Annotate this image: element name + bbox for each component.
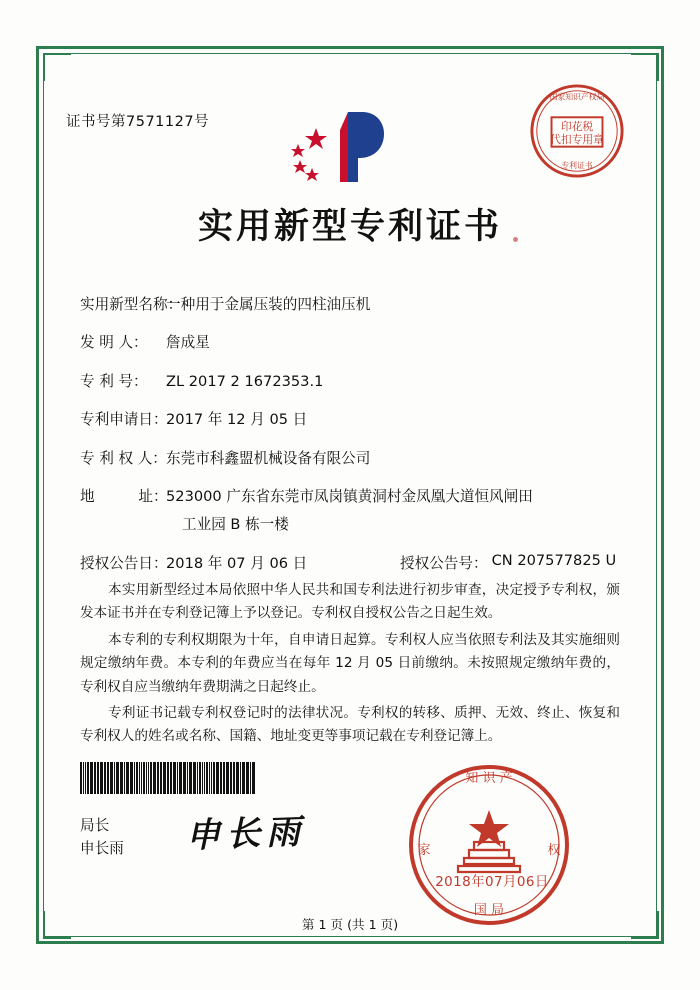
field-label-application-date: 专利申请日：: [80, 411, 168, 429]
svg-text:专利证书: 专利证书: [561, 161, 593, 171]
field-group-publication-number: [400, 552, 616, 573]
field-label-invention-name: 实用新型名称：: [80, 296, 183, 313]
legal-paragraph-2: 本专利的专利权期限为十年，自申请日起算。专利权人应当依照专利法及其实施细则规定缴纳年费。本专利的年费应当在每年 12 月 05 日前缴纳。未按照规定缴纳年费的，专利权自应当缴纳年费期满之日起终止。: [80, 631, 620, 695]
corner-ornament-top-left: [43, 53, 71, 81]
legal-paragraph-1: 本实用新型经过本局依照中华人民共和国专利法进行初步审查，决定授予专利权，颁发本证书并在专利登记簿上予以登记。专利权自授权公告之日起生效。: [80, 582, 620, 622]
corner-ornament-top-right: [631, 53, 659, 81]
field-label-address: 地 址：: [80, 487, 168, 505]
field-value-patent-number: ZL 2017 2 1672353.1: [166, 372, 324, 390]
field-label-patent-number: 专 利 号：: [80, 372, 148, 390]
signature-labels: [80, 815, 124, 860]
handwritten-signature: 申长雨: [185, 811, 307, 857]
field-value-invention-name: 一种用于金属压装的四柱油压机: [166, 296, 371, 313]
barcode: [80, 762, 274, 794]
field-row-invention-name: [80, 294, 620, 316]
field-label-grant-date: 授权公告日：: [80, 555, 168, 573]
title-dot-mark: [513, 237, 518, 242]
svg-text:国 局: 国 局: [473, 903, 505, 918]
seal-date: 2018年07月06日: [435, 874, 549, 890]
svg-text:国家知识产权局: 国家知识产权局: [549, 92, 605, 102]
field-value-grant-date: 2018 年 07 月 06 日: [166, 555, 308, 573]
patent-logo-icon: [286, 108, 406, 186]
certificate-number: 证书号第7571127号: [66, 114, 210, 130]
field-row-address: [80, 486, 620, 536]
field-value-address: [166, 486, 620, 536]
field-list: [80, 294, 620, 583]
svg-text:知 识 产: 知 识 产: [465, 771, 513, 786]
field-value-publication-number: CN 207577825 U: [491, 552, 617, 570]
legal-paragraph-3: 专利证书记载专利权登记时的法律状况。专利权的转移、质押、无效、终止、恢复和专利权人的姓名或名称、国籍、地址变更等事项记载在专利登记簿上。: [80, 704, 620, 745]
field-value-inventor: 詹成星: [166, 334, 210, 352]
official-red-seal-icon: [406, 762, 572, 928]
field-value-address-line2: 工业园 B 栋一楼: [182, 515, 289, 533]
svg-text:家: 家: [417, 843, 431, 858]
field-value-address-line1: 523000 广东省东莞市凤岗镇黄洞村金凤凰大道恒风闸田: [166, 487, 533, 505]
page-title: 实用新型专利证书: [197, 207, 502, 247]
field-row-patent-number: [80, 371, 620, 393]
field-row-application-date: [80, 409, 620, 431]
field-label-inventor: 发 明 人：: [80, 334, 148, 352]
signature-name-label: 申长雨: [80, 839, 124, 857]
legal-text-block: [80, 579, 620, 752]
field-value-application-date: 2017 年 12 月 05 日: [166, 411, 308, 429]
field-row-grant-info: [80, 552, 620, 573]
field-row-patentee: [80, 448, 620, 470]
tax-stamp-seal-icon: [528, 82, 626, 180]
svg-text:印花税: 印花税: [560, 120, 594, 134]
field-label-publication-number: 授权公告号：: [400, 555, 488, 573]
field-group-grant-date: [80, 552, 400, 573]
field-value-patentee: 东莞市科鑫盟机械设备有限公司: [166, 449, 371, 467]
svg-text:权: 权: [547, 843, 561, 858]
page-footer: 第 1 页 (共 1 页): [301, 917, 399, 932]
field-row-inventor: [80, 332, 620, 354]
svg-text:代扣专用章: 代扣专用章: [550, 132, 604, 146]
signature-title-label: 局长: [80, 817, 110, 834]
field-label-patentee: 专 利 权 人：: [80, 449, 167, 467]
